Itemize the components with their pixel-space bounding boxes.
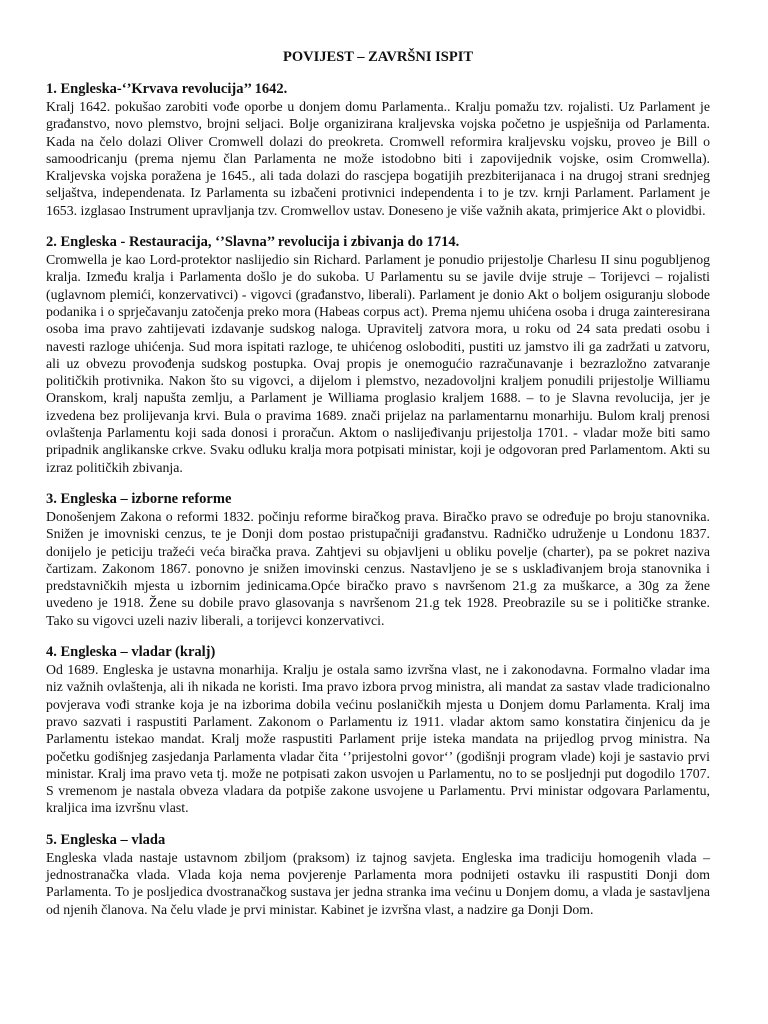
section-heading: 1. Engleska-‘’Krvava revolucija’’ 1642.: [46, 81, 288, 97]
section-heading: 5. Engleska – vlada: [46, 831, 166, 848]
section-1: [46, 80, 710, 219]
section-5: [46, 831, 710, 918]
section-body: Donošenjem Zakona o reformi 1832. počinju reforme biračkog prava. Biračko pravo se određuje po broju stanovnika. Snižen je imovniski cenzus, te je Donji dom postao pristupačniji građanstvu. Radničko udruženje u Londonu 1837. donijelo je peticiju tražeći veća biračka prava. Zahtjevi su objavljeni u obliku povelje (charter), pa se pokret naziva čartizam. Zakonom 1867. ponovno je snižen imovinski cenzus. Nastavljeno je se s usklađivanjem broja stanovnika i predstavničkih mjesta u izbornim jedinicama.Opće biračko pravo s navršenom 21.g za muškarce, a 30g za žene uvedeno je 1918. Žene su dobile pravo glasovanja s navršenom 21.g tek 1928. Preobrazile su se i političke stranke. Tako su vigovci uzeli naziv liberali, a torijevci konzervativci.: [46, 508, 710, 628]
section-heading: 2. Engleska - Restauracija, ‘’Slavna’’ revolucija i zbivanja do 1714.: [46, 234, 460, 251]
section-body: Od 1689. Engleska je ustavna monarhija. Kralju je ostala samo izvršna vlast, ne i zakonodavna. Formalno vladar ima niz važnih ovlaštenja, ali ih nikada ne koristi. Ima pravo izbora prvog ministra, ali mandat za sastav vlade tradicionalno povjerava vođi stranke koja je na izborima dobila većinu poslaničkih mjesta u Donjem domu Parlamenta. Kralj ima pravo sazvati i raspustiti Parlament. Zakonom o Parlamentu iz 1911. vladar aktom samo konstatira činjenicu da je Parlamentu istekao mandat. Kralj može raspustiti Parlament prije isteka mandata na prijedlog prvog ministra. Na početku godišnjeg zasjedanja Parlamenta vladar čita ‘’prijestolni govor‘’ (godišnji program vlade) koji je sastavio prvi ministar. Kralj ima pravo veta tj. može ne potpisati zakon usvojen u Parlamentu, no to se posljednji put dogodilo 1707. S vremenom je nastala obveza vladara da potpiše zakone usvojene u Parlamentu. Prvi ministar odgovara Parlamentu, kraljica ima izvršnu vlast.: [46, 662, 710, 816]
section-body: Kralj 1642. pokušao zarobiti vođe oporbe u donjem domu Parlamenta.. Kralju pomažu tzv. rojalisti. Uz Parlament je građanstvo, novo plemstvo, brojni seljaci. Bolje organizirana kraljevska vojska početno je uspješnija od Parlamenta. Kada na čelo dolazi Oliver Cromwell dolazi do preokreta. Cromwell reformira kraljevsku vojsku, proveo je Bill o samoodricanju (prema njemu član Parlamenta ne može istodobno biti i zapovijednik vojske, osim Cromwella). Kraljevska vojska poražena je 1645., ali tada dolazi do rascjepa bogatijih prezbiterijanaca i na drugoj strani srednjeg seljaštva, independenata. Iz Parlamenta su izbačeni protivnici independenta i to je tzv. krnji Parlament. Parlament je 1653. izglasao Instrument upravljanja tzv. Cromwellov ustav. Doneseno je više važnih akata, primjerice Akt o plovidbi.: [46, 99, 710, 218]
section-2: [46, 233, 710, 476]
section-body: Engleska vlada nastaje ustavnom zbiljom (praksom) iz tajnog savjeta. Engleska ima tradiciju homogenih vlada – jednostranačka vlada. Vlada koja nema povjerenje Parlamenta mora podnijeti ostavku ili raspustiti Donji dom Parlamenta. To je posljedica dvostranačkog sustava jer jedna stranka ima većinu u Donjem domu, a vlada je sastavljena od njenih članova. Na čelu vlade je prvi ministar. Kabinet je izvršna vlast, a nadzire ga Donji Dom.: [46, 849, 710, 917]
section-body: Cromwella je kao Lord-protektor naslijedio sin Richard. Parlament je ponudio prijestolje Charlesu II sinu pogubljenog kralja. Između kralja i Parlamenta došlo je do sukoba. U Parlamentu su se javile dvije struje – Torijevci – rojalisti (uglavnom plemići, konzervativci) - vigovci (građanstvo, liberali). Parlament je donio Akt o boljem osiguranju slobode podanika i o sprječavanju zatočenja preko mora (Habeas corpus act). Prema njemu uhićena osoba i druga zainteresirana osoba ima pravo zahtijevati izdavanje sudskog naloga. Upravitelj zatvora mora, u roku od 24 sata predati osobu i navesti razloge uhićenja. Sud mora ispitati razloge, te uhićenog osloboditi, pustiti uz jamstvo ili ga zadržati u zatvoru, ali uz obvezu provođenja sudskog postupka. Ovaj propis je onemogućio razračunavanje i bezrazložno zatvaranje političkih protivnika. Nakon što su vigovci, a dijelom i plemstvo, nezadovoljni kraljem ponudili prijestolje Williamu Oranskom, kralj napušta zemlju, a Parlament je Williama proglasio kraljem 1688. – to je Slavna revolucija, jer je izvedena bez prolijevanja krvi. Bula o pravima 1689. znači prijelaz na parlamentarnu monarhiju. Bulom kralj prenosi ovlaštenja Parlamentu koji sada donosi i proračun. Aktom o naslijeđivanju prijestolja 1701. - vladar može biti samo pripadnik anglikanske crkve. Svaku odluku kralja mora potpisati ministar, koji je odgovoran pred Parlamentom. Akti su izraz političkih zbivanja.: [46, 252, 710, 475]
section-heading: 4. Engleska – vladar (kralj): [46, 644, 216, 661]
section-3: [46, 490, 710, 629]
section-heading: 3. Engleska – izborne reforme: [46, 490, 232, 507]
document-title: POVIJEST – ZAVRŠNI ISPIT: [282, 49, 474, 65]
section-4: [46, 643, 710, 817]
